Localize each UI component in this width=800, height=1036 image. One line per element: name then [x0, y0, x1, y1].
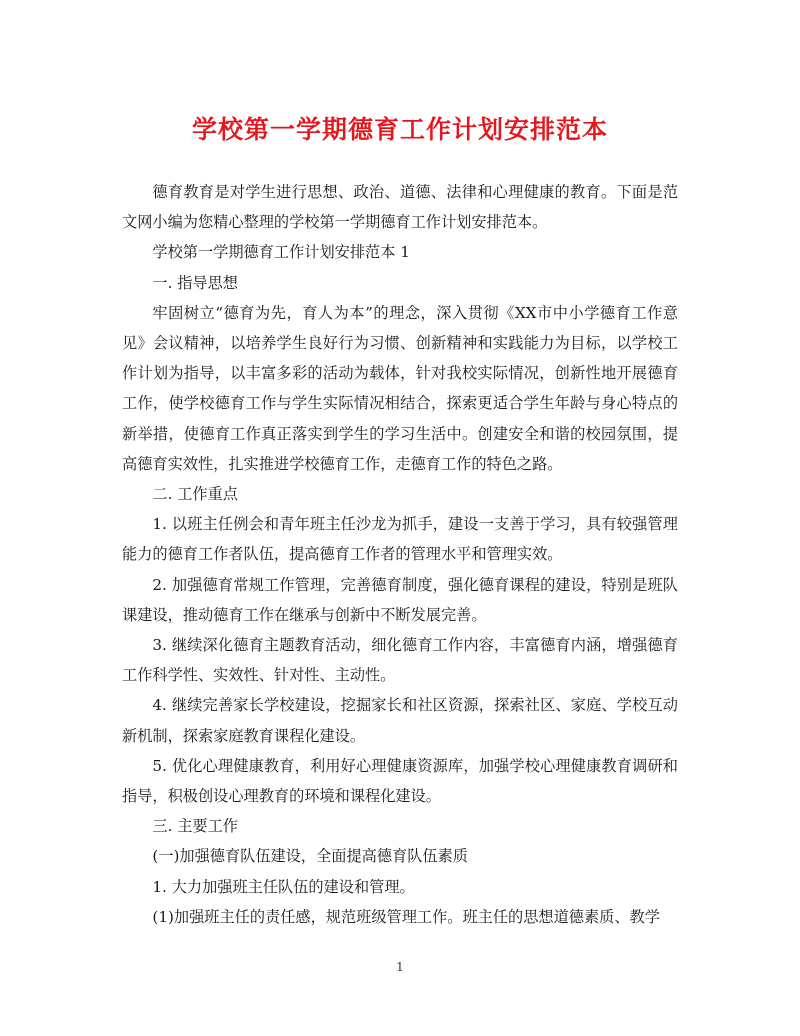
list-item: 1. 以班主任例会和青年班主任沙龙为抓手，建设一支善于学习，具有较强管理能力的德育工作者队伍，提高德育工作者的管理水平和管理实效。	[122, 515, 678, 564]
section-heading: 学校第一学期德育工作计划安排范本 1	[152, 243, 410, 262]
subsection-heading: 二. 工作重点	[152, 485, 238, 504]
list-item: 4. 继续完善家长学校建设，挖掘家长和社区资源，探索社区、家庭、学校互动新机制，探索家庭教育课程化建设。	[122, 696, 678, 745]
subsection-heading: 三. 主要工作	[152, 817, 238, 836]
body-paragraph: 牢固树立“德育为先，育人为本”的理念，深入贯彻《XX市中小学德育工作意见》会议精神，以培养学生良好行为习惯、创新精神和实践能力为目标，以学校工作计划为指导，以丰富多彩的活动为载体，针对我校实际情况，创新性地开展德育工作，使学校德育工作与学生实际情况相结合，探索更适合学生年龄与身心特点的新举措，使德育工作真正落实到学生的学习生活中。创建安全和谐的校园氛围，提高德育实效性，扎实推进学校德育工作，走德育工作的特色之路。	[122, 303, 678, 473]
intro-paragraph: 德育教育是对学生进行思想、政治、道德、法律和心理健康的教育。下面是范文网小编为您精心整理的学校第一学期德育工作计划安排范本。	[122, 183, 678, 232]
document-title: 学校第一学期德育工作计划安排范本	[191, 115, 608, 144]
list-item: 3. 继续深化德育主题教育活动，细化德育工作内容，丰富德育内涵，增强德育工作科学性、实效性、针对性、主动性。	[122, 636, 678, 685]
subsection-heading: 一. 指导思想	[152, 273, 238, 292]
document-body	[122, 177, 678, 932]
list-item: (一)加强德育队伍建设，全面提高德育队伍素质	[152, 847, 468, 866]
list-item: (1)加强班主任的责任感，规范班级管理工作。班主任的思想道德素质、教学	[152, 907, 660, 926]
list-item: 1. 大力加强班主任队伍的建设和管理。	[152, 877, 415, 896]
list-item: 2. 加强德育常规工作管理，完善德育制度，强化德育课程的建设，特别是班队课建设，推动德育工作在继承与创新中不断发展完善。	[122, 575, 678, 624]
page-number: 1	[396, 960, 404, 974]
list-item: 5. 优化心理健康教育，利用好心理健康资源库，加强学校心理健康教育调研和指导，积极创设心理教育的环境和课程化建设。	[122, 756, 678, 806]
